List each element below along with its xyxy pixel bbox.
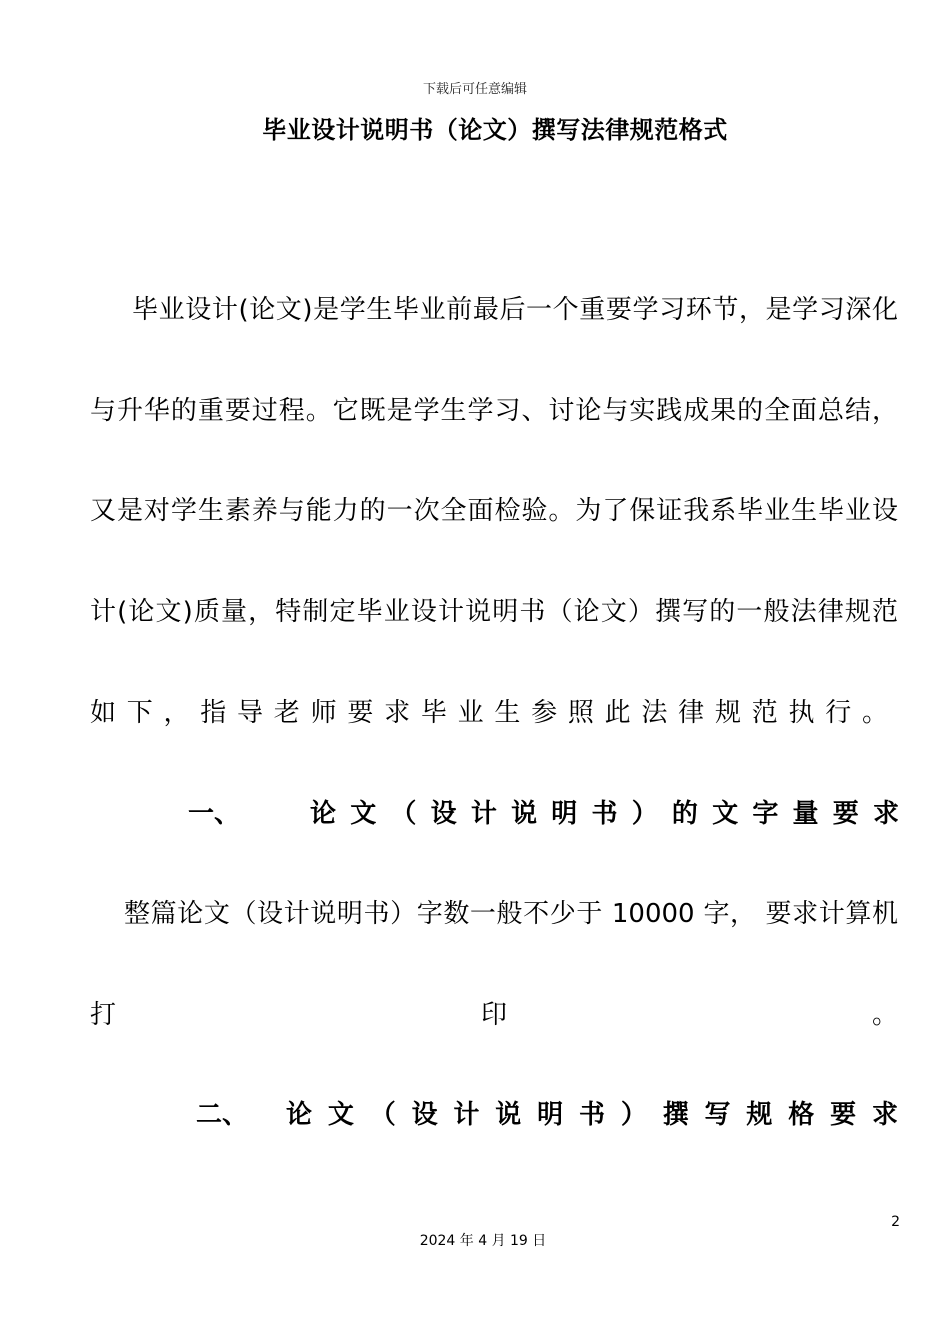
section-1-body-line-2: 打印。 (90, 1000, 898, 1030)
section-2-title: 论文（设计说明书）撰写规格要求 (286, 1100, 898, 1130)
page-number: 2 (891, 1214, 900, 1230)
intro-line-3: 又是对学生素养与能力的一次全面检验。为了保证我系毕业生毕业设 (90, 496, 898, 526)
intro-line-4: 计(论文)质量，特制定毕业设计说明书（论文）撰写的一般法律规范 (90, 597, 898, 627)
section-1-heading (188, 796, 899, 832)
intro-line-1: 毕业设计(论文)是学生毕业前最后一个重要学习环节，是学习深化 (132, 295, 898, 325)
intro-line-2: 与升华的重要过程。它既是学生学习、讨论与实践成果的全面总结， (90, 396, 898, 426)
section-2-number: 二、 (196, 1100, 249, 1130)
section-1-body-line-1: 整篇论文（设计说明书）字数一般不少于 10000 字， 要求计算机 (124, 899, 898, 929)
section-1-number: 一、 (188, 799, 241, 829)
footer-date: 2024 年 4 月 19 日 (419, 1233, 547, 1249)
header-note: 下载后可任意编辑 (422, 82, 527, 97)
section-2-heading (196, 1097, 898, 1133)
document-title: 毕业设计说明书（论文）撰写法律规范格式 (262, 116, 728, 144)
intro-line-5: 如下，指导老师要求毕业生参照此法律规范执行。 (90, 698, 898, 728)
section-1-title: 论文（设计说明书）的文字量要求 (310, 799, 899, 829)
